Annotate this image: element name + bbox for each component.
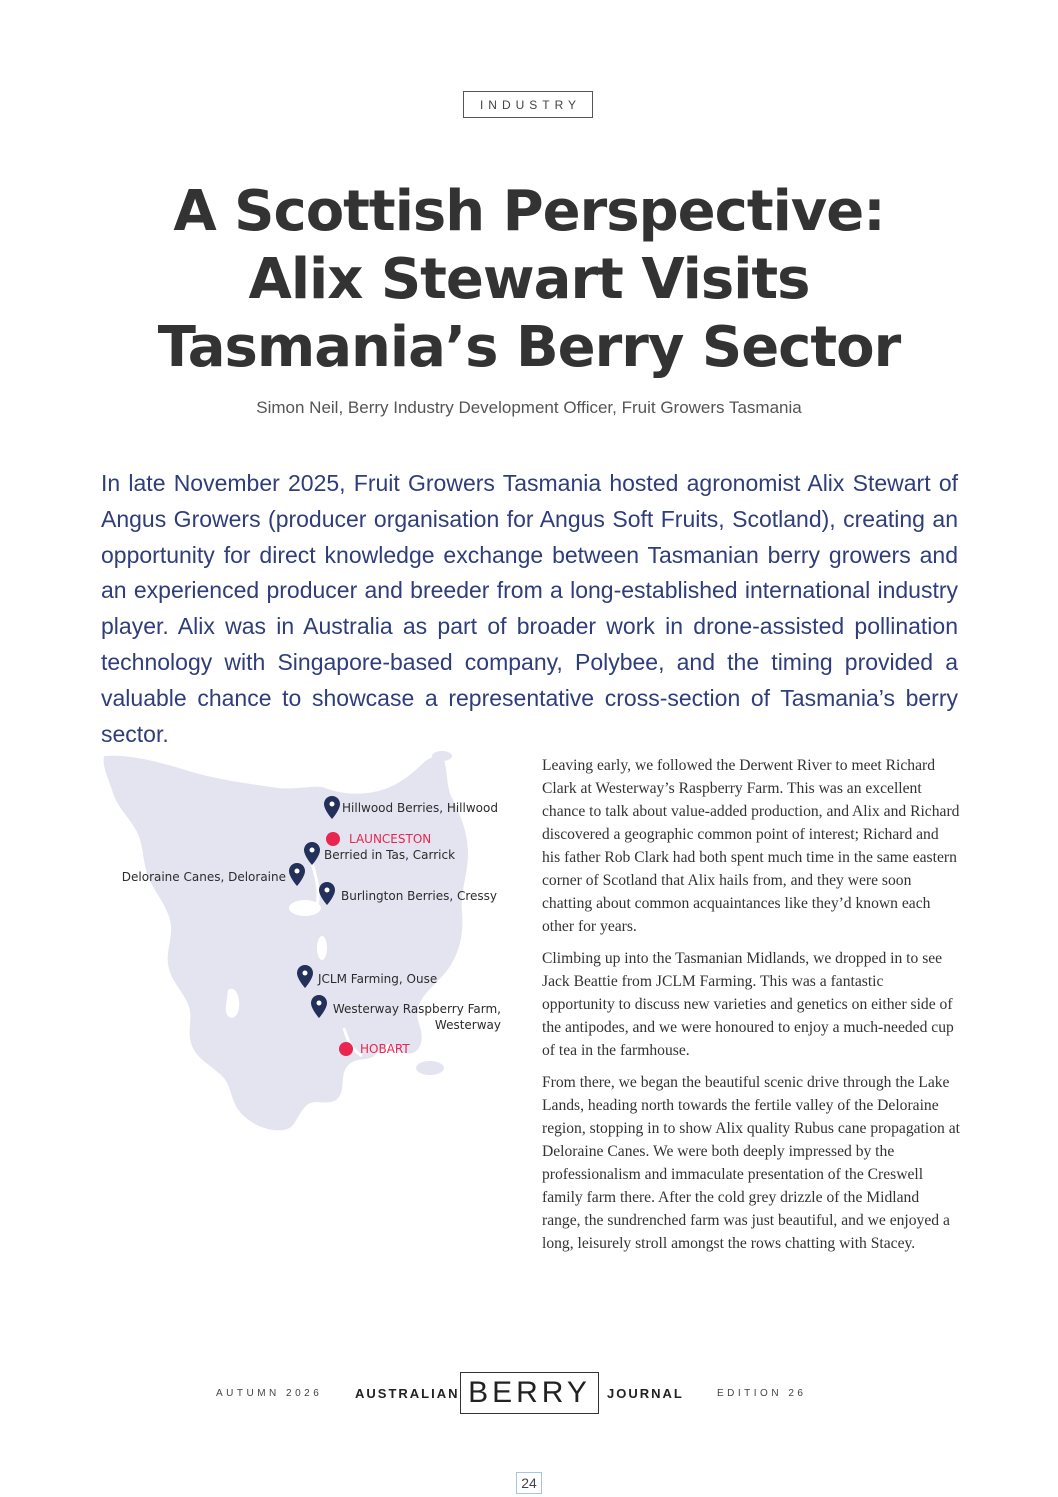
title-line-1: A Scottish Perspective:: [173, 179, 885, 244]
city-hobart: [339, 1042, 353, 1056]
label-deloraine: Deloraine Canes, Deloraine: [121, 870, 286, 884]
footer-brand-berry: BERRY: [460, 1372, 599, 1414]
article-title: [0, 178, 1058, 382]
footer-season: AUTUMN 2026: [216, 1388, 323, 1399]
section-tag: INDUSTRY: [463, 91, 593, 118]
byline: Simon Neil, Berry Industry Development Officer, Fruit Growers Tasmania: [256, 398, 802, 417]
island: [416, 1061, 444, 1075]
label-hobart: HOBART: [360, 1042, 410, 1056]
island: [432, 751, 452, 761]
title-line-3: Tasmania’s Berry Sector: [157, 315, 901, 380]
label-carrick: Berried in Tas, Carrick: [324, 848, 456, 862]
body-paragraph: Climbing up into the Tasmanian Midlands, we dropped in to see Jack Beattie from JCLM Farming. This was a fantastic opportunity to discuss new varieties and genetics on either side of the antipodes, and we were honoured to enjoy a much-needed cup of tea in the farmhouse.: [542, 950, 954, 1059]
label-westerway-1: Westerway Raspberry Farm,: [332, 1002, 501, 1016]
page-number: 24: [516, 1472, 542, 1494]
title-line-2: Alix Stewart Visits: [248, 247, 810, 312]
label-hillwood: Hillwood Berries, Hillwood: [342, 801, 498, 815]
label-westerway-2: Westerway: [434, 1018, 501, 1032]
footer-brand-australian: AUSTRALIAN: [355, 1386, 460, 1401]
body-paragraph: From there, we began the beautiful scenic drive through the Lake Lands, heading north towards the fertile valley of the Deloraine region, stopping in to show Alix quality Rubus cane propagation at Deloraine Canes. We were both deeply impressed by the professionalism and immaculate presentation of the Creswell family farm there. After the cold grey drizzle of the Midland range, the sundrenched farm was just beautiful, and we enjoyed a long, leisurely stroll amongst the rows chatting with Stacey.: [542, 1074, 960, 1252]
intro-paragraph: In late November 2025, Fruit Growers Tasmania hosted agronomist Alix Stewart of Angus Growers (producer organisation for Angus Soft Fruits, Scotland), creating an opportunity for direct knowledge exchange between Tasmanian berry growers and an experienced producer and breeder from a long-established international industry player. Alix was in Australia as part of broader work in drone-assisted pollination technology with Singapore-based company, Polybee, and the timing provided a valuable chance to showcase a representative cross-section of Tasmania’s berry sector.: [101, 470, 958, 747]
article-body: [542, 754, 960, 1264]
label-launceston: LAUNCESTON: [349, 832, 432, 846]
city-launceston: [326, 832, 340, 846]
tasmania-map: [100, 750, 520, 1135]
footer-brand-journal: JOURNAL: [607, 1386, 684, 1401]
label-ouse: JCLM Farming, Ouse: [318, 972, 438, 986]
label-cressy: Burlington Berries, Cressy: [341, 889, 498, 903]
footer: [0, 1372, 1058, 1416]
footer-edition: EDITION 26: [717, 1388, 807, 1399]
body-paragraph: Leaving early, we followed the Derwent River to meet Richard Clark at Westerway’s Raspberry Farm. This was an excellent chance to talk about value-added production, and Alix and Richard discovered a geographic common point of interest; Richard and his father Rob Clark had both spent much time in the same eastern corner of Scotland that Alix hails from, and they were soon chatting about common acquaintances like they’d known each other for years.: [542, 757, 960, 935]
lake: [317, 936, 327, 960]
